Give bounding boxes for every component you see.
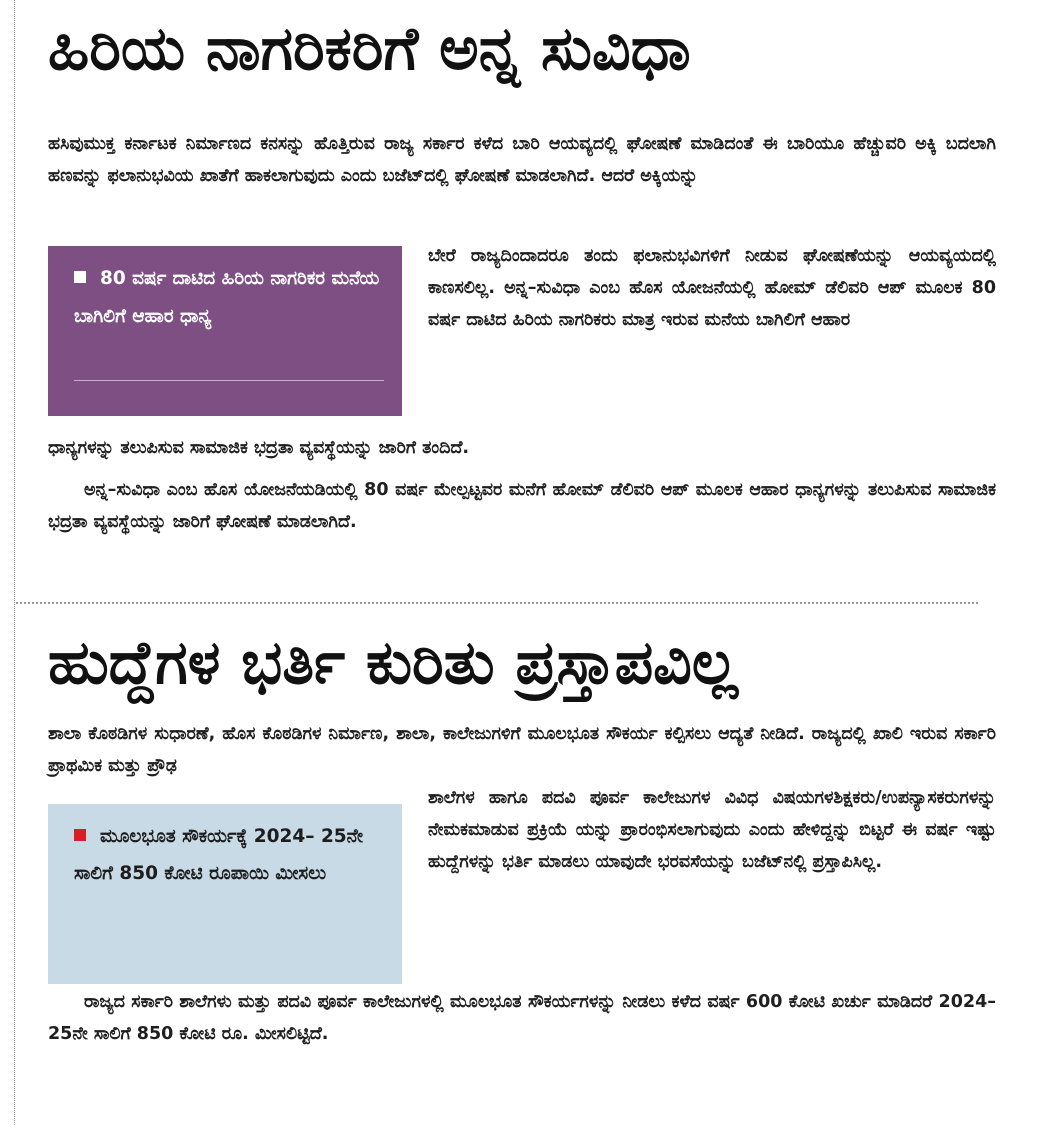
- article-senior-citizens-anna-suvidha: [48, 0, 996, 600]
- red-square-bullet-icon: [74, 829, 86, 841]
- continuation-paragraph: ಧಾನ್ಯಗಳನ್ನು ತಲುಪಿಸುವ ಸಾಮಾಜಿಕ ಭದ್ರತಾ ವ್ಯವಸ್ಥೆಯನ್ನು ಜಾರಿಗೆ ತಂದಿದೆ.: [48, 438, 470, 458]
- article-vacancies-not-mentioned: [48, 608, 996, 1120]
- highlight-text: [74, 818, 389, 892]
- second-paragraph: ಅನ್ನ–ಸುವಿಧಾ ಎಂಬ ಹೊಸ ಯೋಜನೆಯಡಿಯಲ್ಲಿ 80 ವರ್ಷ ಮೇಲ್ಪಟ್ಟವರ ಮನೆಗೆ ಹೋಮ್ ಡೆಲಿವರಿ ಆಪ್ ಮೂಲಕ ಆಹಾರ ಧಾನ್ಯಗಳನ್ನು ತಲುಪಿಸುವ ಸಾಮಾಜಿಕ ಭದ್ರತಾ ವ್ಯವಸ್ಥೆಯನ್ನು ಜಾರಿಗೆ ಘೋಷಣೆ ಮಾಡಲಾಗಿದೆ.: [48, 480, 996, 532]
- highlight-underline: [74, 380, 384, 381]
- highlight-box: [48, 246, 402, 416]
- highlight-label: ಮೂಲಭೂತ ಸೌಕರ್ಯಕ್ಕೆ 2024– 25ನೇ ಸಾಲಿಗೆ 850 ಕೋಟಿ ರೂಪಾಯಿ ಮೀಸಲು: [74, 826, 364, 884]
- intro-paragraph: ಹಸಿವುಮುಕ್ತ ಕರ್ನಾಟಕ ನಿರ್ಮಾಣದ ಕನಸನ್ನು ಹೊತ್ತಿರುವ ರಾಜ್ಯ ಸರ್ಕಾರ ಕಳೆದ ಬಾರಿ ಆಯವ್ಯದಲ್ಲಿ ಘೋಷಣೆ ಮಾಡಿದಂತೆ ಈ ಬಾರಿಯೂ ಹೆಚ್ಚುವರಿ ಅಕ್ಕಿ ಬದಲಾಗಿ ಹಣವನ್ನು ಫಲಾನುಭವಿಯ ಖಾತೆಗೆ ಹಾಕಲಾಗುವುದು ಎಂದು ಬಜೆಟ್‌ದಲ್ಲಿ ಘೋಷಣೆ ಮಾಡಲಾಗಿದೆ. ಆದರೆ ಅಕ್ಕಿಯನ್ನು: [48, 134, 996, 186]
- highlight-label: 80 ವರ್ಷ ದಾಟಿದ ಹಿರಿಯ ನಾಗರಿಕರ ಮನೆಯ ಬಾಗಿಲಿಗೆ ಆಹಾರ ಧಾನ್ಯ: [74, 268, 380, 327]
- square-bullet-icon: [74, 271, 86, 283]
- highlight-text: [74, 260, 384, 336]
- side-paragraph: ಶಾಲೆಗಳ ಹಾಗೂ ಪದವಿ ಪೂರ್ವ ಕಾಲೇಜುಗಳ ವಿವಿಧ ವಿಷಯಗಳಶಿಕ್ಷಕರು/ಉಪನ್ಯಾಸಕರುಗಳನ್ನು ನೇಮಕಮಾಡುವ ಪ್ರಕ್ರಿಯೆ ಯನ್ನು ಪ್ರಾರಂಭಿಸಲಾಗುವುದು ಎಂದು ಹೇಳಿದ್ದನ್ನು ಬಿಟ್ಟರೆ ಈ ವರ್ಷ ಇಷ್ಟು ಹುದ್ದೆಗಳನ್ನು ಭರ್ತಿ ಮಾಡಲು ಯಾವುದೇ ಭರವಸೆಯನ್ನು ಬಜೆಟ್‌ನಲ್ಲಿ ಪ್ರಸ್ತಾಪಿಸಿಲ್ಲ.: [428, 788, 996, 872]
- article-divider: [16, 602, 978, 604]
- highlight-box: [48, 804, 402, 984]
- headline: ಹುದ್ದೆಗಳ ಭರ್ತಿ ಕುರಿತು ಪ್ರಸ್ತಾಪವಿಲ್ಲ: [48, 628, 738, 698]
- headline: ಹಿರಿಯ ನಾಗರಿಕರಿಗೆ ಅನ್ನ ಸುವಿಧಾ: [48, 14, 691, 84]
- side-paragraph: ಬೇರೆ ರಾಜ್ಯದಿಂದಾದರೂ ತಂದು ಫಲಾನುಭವಿಗಳಿಗೆ ನೀಡುವ ಘೋಷಣೆಯನ್ನು ಆಯವ್ಯಯದಲ್ಲಿ ಕಾಣಸಲಿಲ್ಲ. ಅನ್ನ–ಸುವಿಧಾ ಎಂಬ ಹೊಸ ಯೋಜನೆಯಲ್ಲಿ ಹೋಮ್ ಡೆಲಿವರಿ ಆಪ್ ಮೂಲಕ 80 ವರ್ಷ ದಾಟಿದ ಹಿರಿಯ ನಾಗರಿಕರು ಮಾತ್ರ ಇರುವ ಮನೆಯ ಬಾಗಿಲಿಗೆ ಆಹಾರ: [428, 246, 996, 330]
- second-paragraph: ರಾಜ್ಯದ ಸರ್ಕಾರಿ ಶಾಲೆಗಳು ಮತ್ತು ಪದವಿ ಪೂರ್ವ ಕಾಲೇಜುಗಳಲ್ಲಿ ಮೂಲಭೂತ ಸೌಕರ್ಯಗಳನ್ನು ನೀಡಲು ಕಳೆದ ವರ್ಷ 600 ಕೋಟಿ ಖರ್ಚು ಮಾಡಿದರೆ 2024– 25ನೇ ಸಾಲಿಗೆ 850 ಕೋಟಿ ರೂ. ಮೀಸಲಿಟ್ಟಿದೆ.: [48, 992, 996, 1044]
- column-rule: [14, 0, 15, 1125]
- intro-paragraph: ಶಾಲಾ ಕೊಠಡಿಗಳ ಸುಧಾರಣೆ, ಹೊಸ ಕೊಠಡಿಗಳ ನಿರ್ಮಾಣ, ಶಾಲಾ, ಕಾಲೇಜುಗಳಿಗೆ ಮೂಲಭೂತ ಸೌಕರ್ಯ ಕಲ್ಪಿಸಲು ಆದ್ಯತೆ ನೀಡಿದೆ. ರಾಜ್ಯದಲ್ಲಿ ಖಾಲಿ ಇರುವ ಸರ್ಕಾರಿ ಪ್ರಾಥಮಿಕ ಮತ್ತು ಪ್ರೌಢ: [48, 724, 996, 776]
